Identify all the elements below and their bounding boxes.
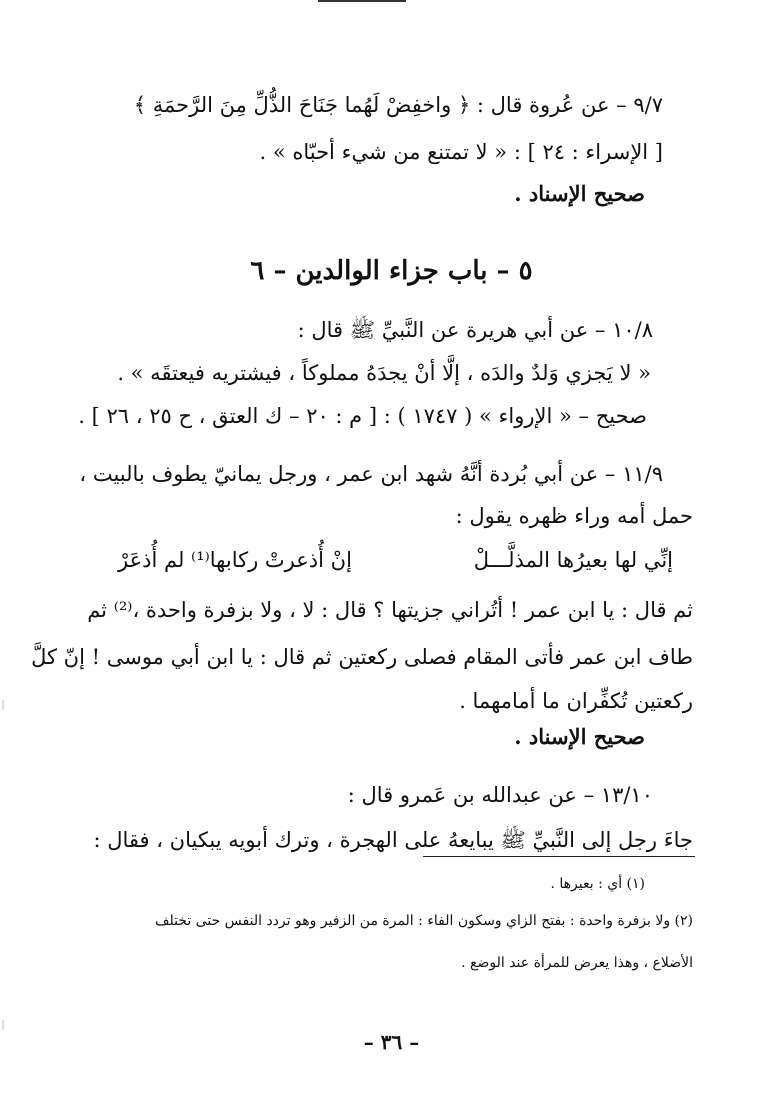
hadith-11-grade: صحيح الإسناد .	[514, 724, 645, 749]
footnote-1: (١) أي : بعيرها .	[550, 876, 645, 892]
hadith-11-line-3: ثم قال : يا ابن عمر ! أتُراني جزيتها ؟ قال : لا ، ولا بزفرة واحدة ،⁽²⁾ ثم	[87, 598, 693, 622]
footnote-2-line-2: الأضلاع ، وهذا يعرض للمرأة عند الوضع .	[461, 955, 693, 971]
hadith-9-line-1: ٩/٧ – عن عُروة قال : ﴿ واخفِضْ لَهُما جَنَاحَ الذُّلِّ مِنَ الرَّحمَةِ ﴾	[133, 93, 663, 117]
hadith-11-line-4: طاف ابن عمر فأتى المقام فصلى ركعتين ثم قال : يا ابن أبي موسى ! إنّ كلَّ	[31, 645, 693, 669]
chapter-heading: ٥ – باب جزاء الوالدين – ٦	[250, 256, 533, 286]
page-number: – ٣٦ –	[363, 1030, 420, 1054]
footnote-2-line-1: (٢) ولا بزفرة واحدة : بفتح الزاي وسكون الفاء : المرة من الزفير وهو تردد النفس حتى تختلف	[154, 913, 693, 929]
top-rule	[318, 0, 406, 2]
hadith-13-line-1: ١٣/١٠ – عن عبدالله بن عَمرو قال :	[347, 783, 653, 807]
hadith-11-line-1: ١١/٩ – عن أبي بُردة أنَّهُ شهد ابن عمر ، ورجل يمانيّ يطوف بالبيت ،	[79, 462, 663, 486]
hadith-11-line-5: ركعتين تُكفِّران ما أمامهما .	[459, 689, 693, 713]
verse-hemistich-right: إنِّي لها بعيرُها المذلَّـــلْ	[473, 548, 673, 572]
hadith-10-line-3: صحيح – « الإرواء » ( ١٧٤٧ ) : [ م : ٢٠ – ك العتق ، ح ٢٥ ، ٢٦ ] .	[78, 404, 647, 428]
hadith-10-line-2: « لا يَجزي وَلدٌ والدَه ، إلَّا أنْ يجدَهُ مملوكاً ، فيشتريه فيعتقَه » .	[117, 361, 651, 385]
scan-mark	[2, 700, 4, 710]
footnote-separator	[423, 856, 695, 857]
verse-hemistich-left: إنْ أُذعرتْ ركابها⁽¹⁾ لم أُذعَرْ	[118, 548, 352, 572]
hadith-11-line-2: حمل أمه وراء ظهره يقول :	[455, 504, 693, 528]
hadith-10-line-1: ١٠/٨ – عن أبي هريرة عن النَّبيِّ ﷺ قال :	[297, 318, 653, 342]
hadith-9-grade: صحيح الإسناد .	[514, 181, 645, 206]
hadith-13-line-2: جاءَ رجل إلى النَّبيِّ ﷺ يبايعهُ على الهجرة ، وترك أبويه يبكيان ، فقال :	[93, 828, 693, 852]
scan-mark	[2, 1020, 4, 1030]
hadith-9-line-2: [ الإسراء : ٢٤ ] : « لا تمتنع من شيء أحبّاه » .	[259, 140, 663, 164]
